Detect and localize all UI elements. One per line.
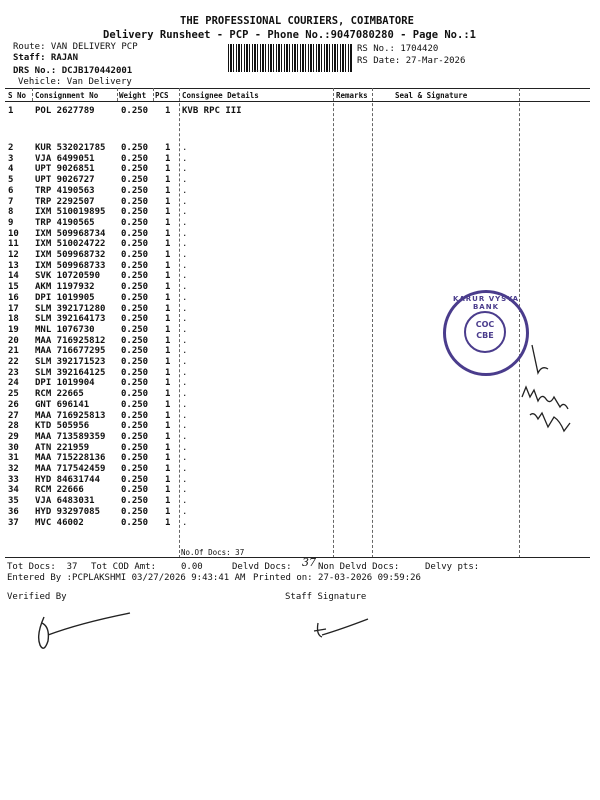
cell-sno: 17 xyxy=(8,303,19,314)
cell-consignment-no: TRP 4190563 xyxy=(35,185,95,196)
table-row xyxy=(0,411,600,421)
cell-sno: 27 xyxy=(8,410,19,421)
cell-consignee: . xyxy=(182,271,188,282)
cell-pcs: 1 xyxy=(165,292,171,303)
cell-consignee: . xyxy=(182,314,188,325)
entered-by: Entered By :PCPLAKSHMI 03/27/2026 9:43:41 AM xyxy=(7,573,246,583)
stamp-line2: CBE xyxy=(476,331,494,340)
cell-weight: 0.250 xyxy=(121,292,149,303)
cell-pcs: 1 xyxy=(165,431,171,442)
cell-weight: 0.250 xyxy=(121,314,149,325)
cell-weight: 0.250 xyxy=(121,271,149,282)
cell-pcs: 1 xyxy=(165,496,171,507)
cell-pcs: 1 xyxy=(165,207,171,218)
cell-weight: 0.250 xyxy=(121,207,149,218)
cell-sno: 3 xyxy=(8,153,14,164)
cell-consignment-no: MAA 717542459 xyxy=(35,464,106,474)
cell-weight: 0.250 xyxy=(121,175,149,186)
cell-pcs: 1 xyxy=(165,164,171,175)
cell-pcs: 1 xyxy=(165,217,171,228)
cell-sno: 5 xyxy=(8,175,14,186)
col-pcs: PCS xyxy=(155,91,169,100)
cell-consignee: . xyxy=(182,175,188,186)
col-weight: Weight xyxy=(119,91,147,100)
cell-consignment-no: MNL 1076730 xyxy=(35,324,95,335)
cell-sno: 21 xyxy=(8,346,19,357)
cell-pcs: 1 xyxy=(165,378,171,389)
cell-consignee: . xyxy=(182,357,188,367)
table-row xyxy=(0,250,600,260)
table-row xyxy=(0,496,600,506)
cell-pcs: 1 xyxy=(165,346,171,357)
table-row xyxy=(0,485,600,495)
cell-weight: 0.250 xyxy=(121,517,149,528)
stamp-ring-text: KARUR VYSYA BANK xyxy=(452,295,520,311)
table-row xyxy=(0,282,600,292)
cell-consignment-no: UPT 9026851 xyxy=(35,164,95,175)
cell-sno: 33 xyxy=(8,474,19,485)
cell-pcs: 1 xyxy=(165,143,171,153)
cell-consignment-no: MAA 716925812 xyxy=(35,335,106,346)
cell-weight: 0.250 xyxy=(121,228,149,239)
cell-sno: 34 xyxy=(8,485,19,496)
table-row xyxy=(0,518,600,528)
cell-weight: 0.250 xyxy=(121,485,149,496)
cell-pcs: 1 xyxy=(165,474,171,485)
cell-consignee: . xyxy=(182,260,188,271)
cell-weight: 0.250 xyxy=(121,357,149,367)
cell-consignment-no: DPI 1019905 xyxy=(35,292,95,303)
cell-pcs: 1 xyxy=(165,250,171,260)
cell-weight: 0.250 xyxy=(121,250,149,260)
cell-sno: 10 xyxy=(8,228,19,239)
cell-pcs: 1 xyxy=(165,389,171,400)
cell-consignment-no: TRP 2292507 xyxy=(35,196,95,207)
cell-consignment-no: IXM 509968732 xyxy=(35,250,106,260)
verified-signature xyxy=(30,605,140,660)
route-label: Route: VAN DELIVERY PCP xyxy=(13,42,138,52)
cell-consignee: . xyxy=(182,250,188,260)
cell-consignee: . xyxy=(182,153,188,164)
cell-pcs: 1 xyxy=(165,506,171,517)
table-row xyxy=(0,154,600,164)
cell-consignee: . xyxy=(182,464,188,474)
cell-weight: 0.250 xyxy=(121,410,149,421)
cell-pcs: 1 xyxy=(165,324,171,335)
col-sep xyxy=(117,88,118,101)
cell-consignee: . xyxy=(182,143,188,153)
cell-sno: 2 xyxy=(8,143,14,153)
cell-pcs: 1 xyxy=(165,442,171,453)
cell-sno: 26 xyxy=(8,399,19,410)
col-sep xyxy=(32,88,33,101)
cell-consignee: . xyxy=(182,185,188,196)
table-row xyxy=(0,432,600,442)
table-row xyxy=(0,443,600,453)
cell-weight: 0.250 xyxy=(121,260,149,271)
cell-sno: 35 xyxy=(8,496,19,507)
cell-weight: 0.250 xyxy=(121,164,149,175)
cell-pcs: 1 xyxy=(165,485,171,496)
table-row xyxy=(0,239,600,249)
cell-consignment-no: KTD 505956 xyxy=(35,421,90,432)
cell-weight: 0.250 xyxy=(121,399,149,410)
cell-weight: 0.250 xyxy=(121,367,149,378)
cell-consignee: . xyxy=(182,292,188,303)
table-row xyxy=(0,271,600,281)
table-row xyxy=(0,507,600,517)
cell-weight: 0.250 xyxy=(121,431,149,442)
bank-stamp xyxy=(443,290,529,376)
cell-pcs: 1 xyxy=(165,421,171,432)
cell-consignment-no: RCM 22666 xyxy=(35,485,84,496)
col-seal: Seal & Signature xyxy=(395,91,468,100)
table-row xyxy=(0,421,600,431)
col-sno: S No xyxy=(8,91,27,100)
cell-consignee: . xyxy=(182,410,188,421)
cell-pcs: 1 xyxy=(165,357,171,367)
cell-weight: 0.250 xyxy=(121,185,149,196)
cell-consignee: . xyxy=(182,282,188,293)
col-consignment: Consignment No xyxy=(35,91,99,100)
cell-pcs: 1 xyxy=(165,175,171,186)
cell-consignee: . xyxy=(182,239,188,250)
table-row xyxy=(0,368,600,378)
cell-sno: 20 xyxy=(8,335,19,346)
cell-consignment-no: ATN 221959 xyxy=(35,442,90,453)
table-row xyxy=(0,106,600,116)
cell-consignment-no: AKM 1197932 xyxy=(35,282,95,293)
col-consignee: Consignee Details xyxy=(182,91,259,100)
cell-consignment-no: IXM 509968734 xyxy=(35,228,106,239)
cell-consignment-no: IXM 510024722 xyxy=(35,239,106,250)
cell-weight: 0.250 xyxy=(121,282,149,293)
cell-consignee: . xyxy=(182,496,188,507)
cell-consignment-no: SVK 10720590 xyxy=(35,271,101,282)
cell-weight: 0.250 xyxy=(121,335,149,346)
cell-consignment-no: MAA 716677295 xyxy=(35,346,106,357)
cell-pcs: 1 xyxy=(165,239,171,250)
cell-weight: 0.250 xyxy=(121,453,149,464)
runsheet-title: Delivery Runsheet - PCP - Phone No.:9047080280 - Page No.:1 xyxy=(103,29,476,41)
cell-consignee: . xyxy=(182,346,188,357)
handwritten-initial xyxy=(520,335,590,445)
cell-consignee: . xyxy=(182,335,188,346)
table-row xyxy=(0,197,600,207)
col-sep xyxy=(153,88,154,101)
cell-consignee: KVB RPC III xyxy=(182,106,242,116)
cell-consignment-no: MAA 715228136 xyxy=(35,453,106,464)
cell-sno: 15 xyxy=(8,282,19,293)
cell-consignee: . xyxy=(182,421,188,432)
cell-pcs: 1 xyxy=(165,453,171,464)
tot-cod-amount: 0.00 xyxy=(181,562,203,572)
cell-consignee: . xyxy=(182,389,188,400)
cell-weight: 0.250 xyxy=(121,378,149,389)
table-row xyxy=(0,218,600,228)
cell-weight: 0.250 xyxy=(121,196,149,207)
cell-pcs: 1 xyxy=(165,282,171,293)
table-row xyxy=(0,400,600,410)
cell-consignee: . xyxy=(182,164,188,175)
cell-pcs: 1 xyxy=(165,271,171,282)
header-top-rule xyxy=(5,88,590,89)
cell-sno: 23 xyxy=(8,367,19,378)
cell-consignment-no: POL 2627789 xyxy=(35,106,95,116)
delvd-docs-handwritten: 37 xyxy=(302,556,316,569)
cell-pcs: 1 xyxy=(165,153,171,164)
table-row xyxy=(0,378,600,388)
table-bottom-rule xyxy=(5,557,590,558)
cell-weight: 0.250 xyxy=(121,346,149,357)
cell-weight: 0.250 xyxy=(121,153,149,164)
cell-sno: 25 xyxy=(8,389,19,400)
cell-consignment-no: HYD 84631744 xyxy=(35,474,101,485)
cell-weight: 0.250 xyxy=(121,106,149,116)
tot-cod-label: Tot COD Amt: xyxy=(91,562,157,572)
cell-consignee: . xyxy=(182,506,188,517)
table-row xyxy=(0,229,600,239)
cell-consignment-no: SLM 392164173 xyxy=(35,314,106,325)
delvy-pts-label: Delvy pts: xyxy=(425,562,480,572)
non-delvd-label: Non Delvd Docs: xyxy=(318,562,400,572)
cell-sno: 36 xyxy=(8,506,19,517)
stamp-center xyxy=(464,311,506,353)
staff-signature xyxy=(312,615,372,645)
table-row xyxy=(0,143,600,153)
cell-consignment-no: RCM 22665 xyxy=(35,389,84,400)
cell-sno: 8 xyxy=(8,207,14,218)
cell-sno: 24 xyxy=(8,378,19,389)
cell-sno: 13 xyxy=(8,260,19,271)
cell-sno: 30 xyxy=(8,442,19,453)
cell-consignee: . xyxy=(182,303,188,314)
cell-weight: 0.250 xyxy=(121,506,149,517)
rs-number: RS No.: 1704420 xyxy=(357,44,439,54)
cell-pcs: 1 xyxy=(165,303,171,314)
header-bottom-rule xyxy=(5,101,590,102)
cell-sno: 14 xyxy=(8,271,19,282)
table-row xyxy=(0,475,600,485)
cell-consignee: . xyxy=(182,517,188,528)
cell-consignment-no: IXM 509968733 xyxy=(35,260,106,271)
rs-date: RS Date: 27-Mar-2026 xyxy=(357,56,466,66)
cell-sno: 29 xyxy=(8,431,19,442)
cell-sno: 37 xyxy=(8,517,19,528)
col-remarks: Remarks xyxy=(336,91,368,100)
tot-docs: Tot Docs: 37 xyxy=(7,562,78,572)
printed-on: Printed on: 27-03-2026 09:59:26 xyxy=(253,573,421,583)
cell-sno: 18 xyxy=(8,314,19,325)
cell-weight: 0.250 xyxy=(121,389,149,400)
cell-consignment-no: GNT 696141 xyxy=(35,399,90,410)
staff-label: Staff: RAJAN xyxy=(13,53,79,63)
cell-consignee: . xyxy=(182,228,188,239)
cell-sno: 22 xyxy=(8,357,19,367)
cell-consignee: . xyxy=(182,367,188,378)
cell-pcs: 1 xyxy=(165,196,171,207)
verified-by-label: Verified By xyxy=(7,592,67,602)
cell-pcs: 1 xyxy=(165,367,171,378)
cell-weight: 0.250 xyxy=(121,442,149,453)
table-row xyxy=(0,164,600,174)
cell-pcs: 1 xyxy=(165,399,171,410)
no-of-docs: No.Of Docs: 37 xyxy=(181,548,245,557)
cell-weight: 0.250 xyxy=(121,324,149,335)
cell-pcs: 1 xyxy=(165,335,171,346)
cell-weight: 0.250 xyxy=(121,421,149,432)
cell-consignee: . xyxy=(182,431,188,442)
cell-sno: 28 xyxy=(8,421,19,432)
cell-consignment-no: MAA 713589359 xyxy=(35,431,106,442)
cell-consignee: . xyxy=(182,399,188,410)
vehicle-label: Vehicle: Van Delivery xyxy=(18,77,132,87)
cell-consignment-no: MVC 46002 xyxy=(35,517,84,528)
cell-pcs: 1 xyxy=(165,185,171,196)
cell-consignment-no: MAA 716925813 xyxy=(35,410,106,421)
table-row xyxy=(0,464,600,474)
cell-sno: 31 xyxy=(8,453,19,464)
cell-pcs: 1 xyxy=(165,106,171,116)
table-row xyxy=(0,453,600,463)
cell-sno: 6 xyxy=(8,185,14,196)
cell-consignee: . xyxy=(182,207,188,218)
cell-weight: 0.250 xyxy=(121,239,149,250)
cell-weight: 0.250 xyxy=(121,474,149,485)
table-row xyxy=(0,207,600,217)
stamp-line1: COC xyxy=(475,320,495,329)
barcode xyxy=(228,44,353,72)
cell-sno: 11 xyxy=(8,239,19,250)
cell-consignment-no: VJA 6483031 xyxy=(35,496,95,507)
cell-pcs: 1 xyxy=(165,260,171,271)
cell-consignee: . xyxy=(182,324,188,335)
company-title: THE PROFESSIONAL COURIERS, COIMBATORE xyxy=(180,15,414,27)
cell-pcs: 1 xyxy=(165,228,171,239)
cell-consignment-no: SLM 392171280 xyxy=(35,303,106,314)
cell-sno: 7 xyxy=(8,196,14,207)
staff-signature-label: Staff Signature xyxy=(285,592,367,602)
cell-weight: 0.250 xyxy=(121,143,149,153)
cell-consignee: . xyxy=(182,453,188,464)
cell-consignment-no: DPI 1019904 xyxy=(35,378,95,389)
cell-consignee: . xyxy=(182,217,188,228)
drs-number: DRS No.: DCJB170442001 xyxy=(13,66,133,76)
cell-sno: 4 xyxy=(8,164,14,175)
cell-sno: 12 xyxy=(8,250,19,260)
cell-consignment-no: TRP 4190565 xyxy=(35,217,95,228)
cell-pcs: 1 xyxy=(165,410,171,421)
cell-consignment-no: UPT 9026727 xyxy=(35,175,95,186)
cell-consignee: . xyxy=(182,196,188,207)
cell-consignee: . xyxy=(182,485,188,496)
cell-pcs: 1 xyxy=(165,517,171,528)
table-row xyxy=(0,186,600,196)
cell-consignee: . xyxy=(182,378,188,389)
table-row xyxy=(0,261,600,271)
cell-sno: 16 xyxy=(8,292,19,303)
cell-sno: 1 xyxy=(8,106,14,116)
table-row xyxy=(0,389,600,399)
cell-sno: 32 xyxy=(8,464,19,474)
cell-consignment-no: VJA 6499051 xyxy=(35,153,95,164)
cell-weight: 0.250 xyxy=(121,303,149,314)
cell-consignee: . xyxy=(182,474,188,485)
cell-weight: 0.250 xyxy=(121,217,149,228)
cell-consignment-no: IXM 510019895 xyxy=(35,207,106,218)
cell-sno: 9 xyxy=(8,217,14,228)
cell-pcs: 1 xyxy=(165,314,171,325)
cell-consignment-no: KUR 532021785 xyxy=(35,143,106,153)
delvd-docs-label: Delvd Docs: xyxy=(232,562,292,572)
cell-consignment-no: SLM 392164125 xyxy=(35,367,106,378)
cell-weight: 0.250 xyxy=(121,496,149,507)
cell-consignment-no: SLM 392171523 xyxy=(35,357,106,367)
cell-weight: 0.250 xyxy=(121,464,149,474)
cell-consignee: . xyxy=(182,442,188,453)
cell-sno: 19 xyxy=(8,324,19,335)
table-row xyxy=(0,175,600,185)
cell-pcs: 1 xyxy=(165,464,171,474)
cell-consignment-no: HYD 93297085 xyxy=(35,506,101,517)
